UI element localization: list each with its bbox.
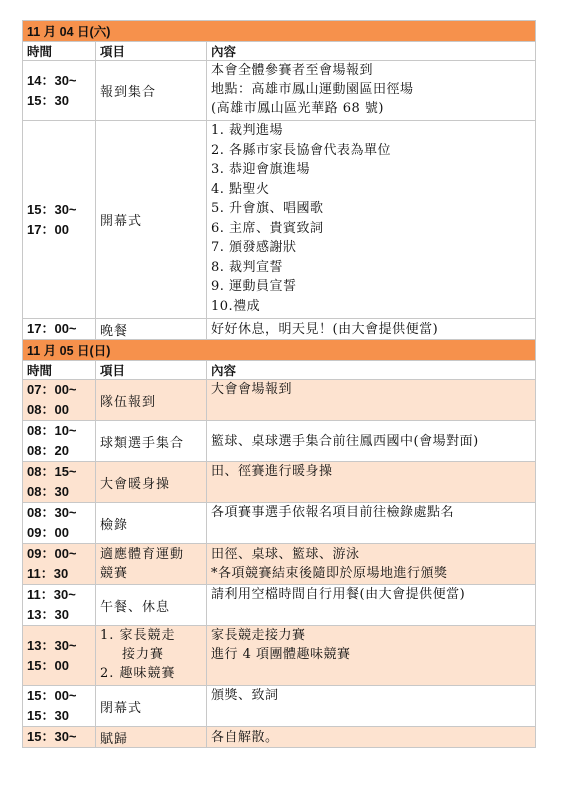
time-end: 09：00 xyxy=(27,525,69,540)
content-line: 籃球、桌球選手集合前往鳳西國中(會場對面) xyxy=(207,421,536,462)
time-start: 15：30~ xyxy=(23,727,96,748)
table-row xyxy=(23,585,536,626)
content-line: *各項競賽結束後隨即於原場地進行頒獎 xyxy=(211,566,448,581)
content-line: 進行 4 項團體趣味競賽 xyxy=(211,647,351,662)
table-row xyxy=(23,421,536,462)
item-label: 午餐、休息 xyxy=(96,585,207,626)
time-end: 15：30 xyxy=(27,708,69,723)
ceremony-list xyxy=(211,121,531,316)
table-row xyxy=(23,380,536,421)
table-row xyxy=(23,121,536,319)
item-label: 大會暖身操 xyxy=(96,462,207,503)
table-row xyxy=(23,727,536,748)
time-end: 15：00 xyxy=(27,657,69,673)
header-time: 時間 xyxy=(23,361,96,380)
item-label: 賦歸 xyxy=(96,727,207,748)
time-start: 08：30~ xyxy=(27,505,77,520)
header-item: 項目 xyxy=(96,361,207,380)
day1-header-row xyxy=(23,42,536,61)
content-line: (高雄市鳳山區光華路 68 號) xyxy=(211,101,384,116)
table-row xyxy=(23,319,536,340)
time-start: 08：15~ xyxy=(27,464,77,479)
day1-date: 11 月 04 日(六) xyxy=(23,21,536,42)
content-line: 田徑、桌球、籃球、游泳 xyxy=(211,547,360,562)
schedule-table xyxy=(22,20,536,748)
day2-date-row xyxy=(23,340,536,361)
item-label: 球類選手集合 xyxy=(96,421,207,462)
list-item: 2. 各縣市家長協會代表為單位 xyxy=(211,142,392,158)
item-label: 閉幕式 xyxy=(96,686,207,727)
time-end: 13：30 xyxy=(27,607,69,622)
content-line: 各自解散。 xyxy=(207,727,536,748)
day1-date-row xyxy=(23,21,536,42)
list-item: 3. 恭迎會旗進場 xyxy=(211,162,311,177)
list-item: 1. 裁判進場 xyxy=(211,123,284,138)
list-item: 10.禮成 xyxy=(211,298,261,314)
item-label: 接力賽 xyxy=(122,647,165,662)
table-row xyxy=(23,462,536,503)
time-start: 13：30~ xyxy=(27,637,77,653)
item-label: 檢錄 xyxy=(96,503,207,544)
time-start: 14：30~ xyxy=(27,72,77,88)
header-time: 時間 xyxy=(23,42,96,61)
list-item: 7. 頒發感謝狀 xyxy=(211,240,297,255)
list-item: 5. 升會旗、唱國歌 xyxy=(211,201,324,216)
time-end: 15：30 xyxy=(27,92,69,108)
list-item: 8. 裁判宣誓 xyxy=(211,259,284,275)
table-row xyxy=(23,61,536,121)
item-label: 競賽 xyxy=(100,566,129,581)
content-line: 田、徑賽進行暖身操 xyxy=(207,462,536,503)
content-line: 家長競走接力賽 xyxy=(211,628,306,643)
item-label: 適應體育運動 xyxy=(100,547,185,562)
day2-header-row xyxy=(23,361,536,380)
item-label: 開幕式 xyxy=(96,121,207,319)
item-label: 晚餐 xyxy=(96,319,207,340)
item-label: 隊伍報到 xyxy=(96,380,207,421)
time-start: 15：00~ xyxy=(27,688,77,703)
day2-date: 11 月 05 日(日) xyxy=(23,340,536,361)
time-end: 08：30 xyxy=(27,484,69,499)
time-end: 08：00 xyxy=(27,402,69,417)
time-end: 11：30 xyxy=(27,566,69,581)
item-label: 報到集合 xyxy=(96,61,207,121)
time-start: 17：00~ xyxy=(23,319,96,340)
table-row xyxy=(23,626,536,686)
time-start: 07：00~ xyxy=(27,382,77,397)
content-line: 各項賽事選手依報名項目前往檢錄處點名 xyxy=(207,503,536,544)
header-content: 內容 xyxy=(207,361,536,380)
content-line: 地點：高雄市鳳山運動園區田徑場 xyxy=(211,82,414,97)
table-row xyxy=(23,503,536,544)
content-line: 請利用空檔時間自行用餐(由大會提供便當) xyxy=(207,585,536,626)
time-end: 08：20 xyxy=(27,443,69,458)
time-start: 15：30~ xyxy=(27,201,77,217)
list-item: 4. 點聖火 xyxy=(211,181,270,197)
table-row xyxy=(23,686,536,727)
item-label: 1. 家長競走 xyxy=(100,628,176,643)
time-start: 09：00~ xyxy=(27,546,77,561)
content-line: 大會會場報到 xyxy=(207,380,536,421)
content-line: 頒獎、致詞 xyxy=(207,686,536,727)
list-item: 6. 主席、貴賓致詞 xyxy=(211,220,324,236)
content-line: 好好休息，明天見！(由大會提供便當) xyxy=(207,319,536,340)
header-item: 項目 xyxy=(96,42,207,61)
header-content: 內容 xyxy=(207,42,536,61)
table-row xyxy=(23,544,536,585)
time-end: 17：00 xyxy=(27,221,69,237)
content-line: 本會全體參賽者至會場報到 xyxy=(211,63,374,78)
time-start: 08：10~ xyxy=(27,423,77,438)
list-item: 9. 運動員宣誓 xyxy=(211,279,297,294)
time-start: 11：30~ xyxy=(27,587,76,602)
item-label: 2. 趣味競賽 xyxy=(100,666,176,681)
